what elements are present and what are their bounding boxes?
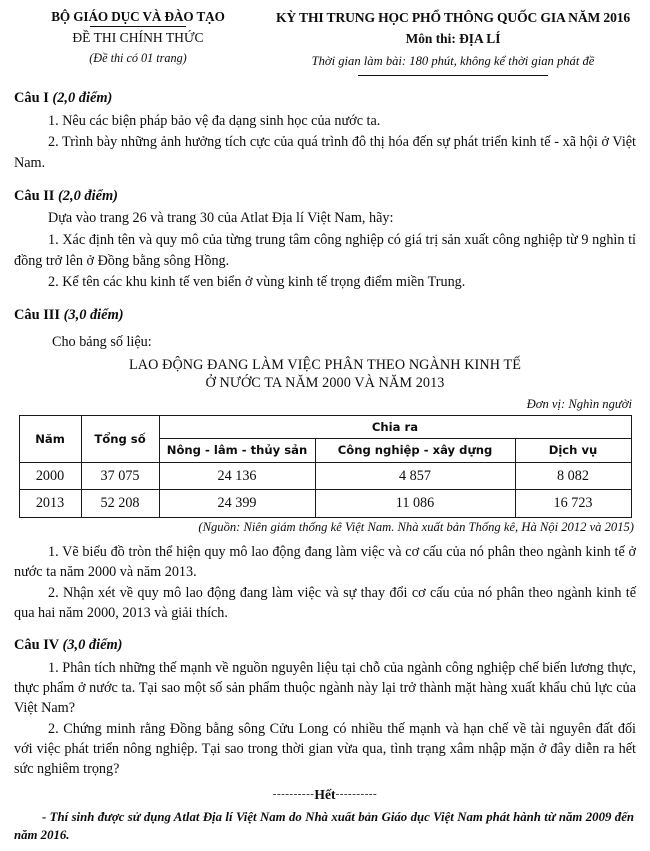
duration-underline: [358, 75, 548, 77]
question-label-3: Câu III: [14, 307, 60, 324]
question-heading-4: [14, 637, 636, 654]
table-header-row-1: [19, 416, 631, 439]
ministry-underline: [90, 26, 186, 28]
cell-service-2013: 16 723: [515, 490, 631, 517]
question-heading-3: [14, 307, 636, 324]
cell-industry-2000: 4 857: [315, 462, 515, 489]
labor-statistics-table: [19, 415, 632, 518]
exam-name: KỲ THI TRUNG HỌC PHỔ THÔNG QUỐC GIA NĂM 2016: [275, 10, 631, 25]
ministry-name: BỘ GIÁO DỤC VÀ ĐÀO TẠO: [51, 9, 225, 24]
header-industry: Công nghiệp - xây dựng: [315, 439, 515, 462]
question-2-lead: Dựa vào trang 26 và trang 30 của Atlat Địa lí Việt Nam, hãy:: [48, 210, 394, 227]
end-marker: [14, 787, 636, 803]
duration-block: [312, 54, 595, 77]
cell-industry-2013: 11 086: [315, 490, 515, 517]
header-split: Chia ra: [159, 416, 631, 439]
question-3-item-1: 1. Vẽ biểu đồ tròn thể hiện quy mô lao động đang làm việc và cơ cấu của nó phân theo ngành kinh tế ở nước ta năm 2000 và năm 2013.: [14, 543, 636, 580]
end-label: Hết: [314, 787, 336, 803]
data-table-title-line1: LAO ĐỘNG ĐANG LÀM VIỆC PHÂN THEO NGÀNH KINH TẾ: [129, 357, 521, 374]
question-label-4: Câu IV: [14, 637, 59, 654]
question-1-item-2: 2. Trình bày những ảnh hưởng tích cực của quá trình đô thị hóa đến sự phát triển kinh tế - xã hội ở Việt Nam.: [14, 134, 636, 172]
exam-duration: Thời gian làm bài: 180 phút, không kể thời gian phát đề: [311, 53, 595, 68]
question-2-item-2: 2. Kể tên các khu kinh tế ven biển ở vùng kinh tế trọng điểm miền Trung.: [48, 274, 466, 291]
question-1-item-1: 1. Nêu các biện pháp bảo vệ đa dạng sinh học của nước ta.: [48, 112, 381, 129]
cell-agriculture-2000: 24 136: [159, 462, 315, 489]
header-agriculture: Nông - lâm - thủy sản: [159, 439, 315, 462]
end-dots-right: ----------: [335, 788, 378, 801]
page-count-note: (Đề thi có 01 trang): [89, 50, 187, 65]
data-table-title: [14, 357, 636, 392]
cell-agriculture-2013: 24 399: [159, 490, 315, 517]
question-label-2: Câu II: [14, 187, 55, 204]
question-2-item-1: 1. Xác định tên và quy mô của từng trung tâm công nghiệp có giá trị sản xuất công nghiệp từ 9 nghìn tỉ đồng trở lên ở Đồng bằng sông Hồng.: [14, 231, 636, 269]
header-year: Năm: [19, 416, 81, 463]
question-3-lead: Cho bảng số liệu:: [52, 334, 152, 351]
question-points-2: (2,0 điểm): [58, 187, 118, 204]
exam-body: [0, 90, 650, 844]
cell-total-2013: 52 208: [81, 490, 159, 517]
cell-service-2000: 8 082: [515, 462, 631, 489]
exam-subject: Môn thi: ĐỊA LÍ: [405, 30, 501, 46]
question-4-item-2: 2. Chứng minh rằng Đồng bằng sông Cửu Long có nhiều thế mạnh và hạn chế về tài nguyên đất đối với việc phát triển nông nghiệp. Tại sao trong thời gian vừa qua, tình trạng xâm nhập mặn ở đây diễn ra hết sức nghiêm trọng?: [14, 720, 636, 778]
cell-year-2013: 2013: [19, 490, 81, 517]
cell-year-2000: 2000: [19, 462, 81, 489]
data-table-title-line2: Ở NƯỚC TA NĂM 2000 VÀ NĂM 2013: [205, 374, 445, 391]
header-left-block: [12, 10, 264, 65]
question-points-1: (2,0 điểm): [52, 90, 113, 107]
table-row: [19, 490, 631, 517]
question-heading-2: [14, 188, 636, 205]
end-dots-left: ----------: [272, 788, 315, 801]
document-header: [0, 0, 650, 76]
header-total: Tổng số: [81, 416, 159, 463]
header-service: Dịch vụ: [515, 439, 631, 462]
question-4-item-1: 1. Phân tích những thế mạnh về nguồn nguyên liệu tại chỗ của ngành công nghiệp chế biến lương thực, thực phẩm ở nước ta. Tại sao một số sản phẩm thuộc ngành này lại trở thành mặt hàng xuất khẩu chủ lực của Việt Nam?: [14, 659, 636, 716]
question-heading-1: [14, 90, 636, 107]
question-points-4: (3,0 điểm): [62, 637, 123, 654]
data-table-unit: Đơn vị: Nghìn người: [526, 396, 632, 411]
cell-total-2000: 37 075: [81, 462, 159, 489]
question-3-item-2: 2. Nhận xét về quy mô lao động đang làm việc và sự thay đổi cơ cấu của nó phân theo ngành kinh tế qua hai năm 2000, 2013 và giải thích.: [14, 584, 636, 622]
table-row: [19, 462, 631, 489]
question-label-1: Câu I: [14, 90, 49, 107]
question-points-3: (3,0 điểm): [63, 307, 124, 324]
official-exam-label: ĐỀ THI CHÍNH THỨC: [72, 30, 204, 46]
data-table-source: (Nguồn: Niên giám thống kê Việt Nam. Nhà xuất bản Thống kê, Hà Nội 2012 và 2015): [198, 519, 634, 534]
atlas-footnote: - Thí sinh được sử dụng Atlat Địa lí Việt Nam do Nhà xuất bản Giáo dục Việt Nam phát hành từ năm 2009 đến năm 2016.: [14, 809, 634, 842]
header-right-block: [264, 10, 638, 76]
